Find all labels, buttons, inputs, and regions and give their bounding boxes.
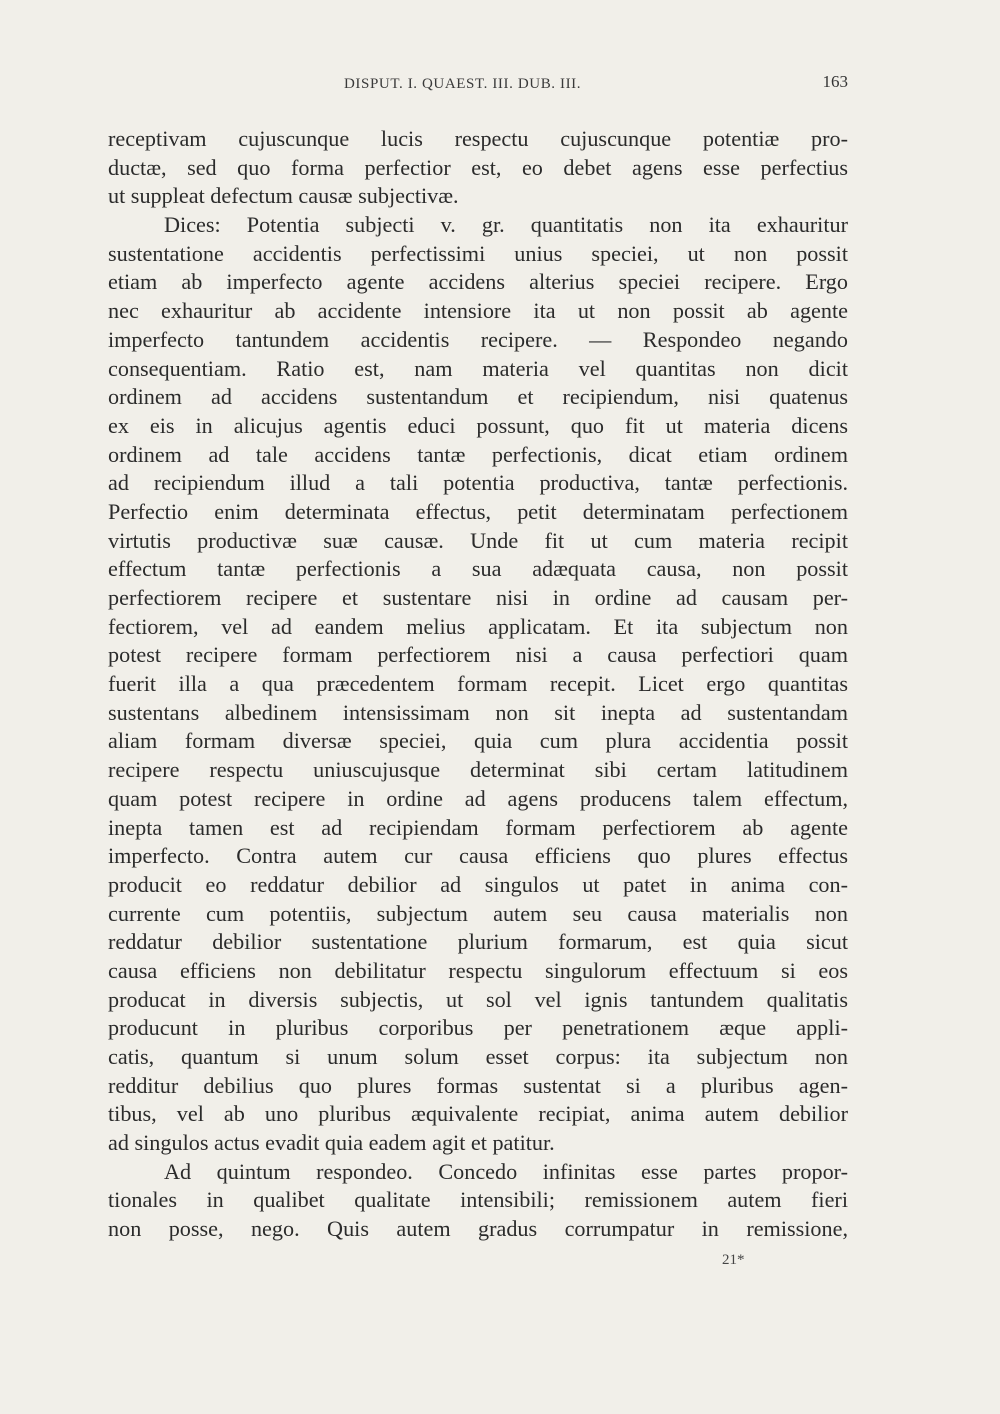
text-line: receptivam cujuscunque lucis respectu cujuscunque potentiæ pro- [108, 126, 848, 151]
text-line: Perfectio enim determinata effectus, petit determinatam perfectionem [108, 498, 848, 524]
text-line: imperfecto tantundem accidentis recipere. — Respondeo negando [108, 326, 848, 352]
text-line: effectum tantæ perfectionis a sua adæquata causa, non possit [108, 556, 848, 582]
text-line: ut suppleat defectum causæ subjectivæ. [108, 183, 459, 209]
text-line: consequentiam. Ratio est, nam materia vel quantitas non dicit [108, 355, 848, 381]
text-line: catis, quantum si unum solum esset corpus: ita subjectum non [108, 1044, 848, 1069]
text-line: producit eo reddatur debilior ad singulos ut patet in anima con- [108, 871, 848, 897]
running-header [108, 72, 848, 102]
text-line: ex eis in alicujus agentis educi possunt, quo fit ut materia dicens [108, 412, 848, 438]
text-line: potest recipere formam perfectiorem nisi a causa perfectiori quam [108, 642, 848, 668]
text-line: aliam formam diversæ speciei, quia cum plura accidentia possit [108, 728, 848, 754]
text-line: etiam ab imperfecto agente accidens alterius speciei recipere. Ergo [108, 269, 848, 295]
text-line: ordinem ad accidens sustentandum et recipiendum, nisi quatenus [108, 384, 848, 410]
text-line: fectiorem, vel ad eandem melius applicatam. Et ita subjectum non [108, 613, 848, 639]
header-title: DISPUT. I. QUAEST. III. DUB. III. [344, 76, 582, 92]
text-line: causa efficiens non debilitatur respectu singulorum effectuum si eos [108, 957, 848, 983]
text-line: inepta tamen est ad recipiendam formam perfectiorem ab agente [108, 814, 848, 840]
text-line: redditur debilius quo plures formas sustentat si a pluribus agen- [108, 1072, 848, 1098]
text-line: ad recipiendum illud a tali potentia productiva, tantæ perfectionis. [108, 470, 848, 496]
text-line: sustentatione accidentis perfectissimi unius speciei, ut non possit [108, 240, 848, 266]
body-text [108, 125, 848, 1244]
text-line: imperfecto. Contra autem cur causa efficiens quo plures effectus [108, 843, 848, 869]
text-line: nec exhauritur ab accidente intensiore ita ut non possit ab agente [108, 298, 848, 324]
text-line: quam potest recipere in ordine ad agens producens talem effectum, [108, 785, 848, 811]
text-line: virtutis productivæ suæ causæ. Unde fit ut cum materia recipit [108, 527, 848, 553]
text-line: ductæ, sed quo forma perfectior est, eo debet agens esse perfectius [108, 154, 848, 180]
text-line: reddatur debilior sustentatione plurium formarum, est quia sicut [108, 929, 848, 955]
text-line: fuerit illa a qua præcedentem formam recepit. Licet ergo quantitas [108, 671, 848, 697]
text-line: currente cum potentiis, subjectum autem seu causa materialis non [108, 900, 848, 926]
text-line: tionales in qualibet qualitate intensibili; remissionem autem fieri [108, 1187, 848, 1213]
text-line: perfectiorem recipere et sustentare nisi in ordine ad causam per- [108, 585, 848, 610]
text-line: ad singulos actus evadit quia eadem agit et patitur. [108, 1130, 555, 1156]
text-line: Dices: Potentia subjecti v. gr. quantitatis non ita exhauritur [164, 212, 848, 238]
text-line: Ad quintum respondeo. Concedo infinitas esse partes propor- [164, 1158, 848, 1184]
signature-mark: 21* [722, 1252, 745, 1268]
text-line: tibus, vel ab uno pluribus æquivalente recipiat, anima autem debilior [108, 1101, 848, 1127]
text-line: producat in diversis subjectis, ut sol vel ignis tantundem qualitatis [108, 986, 848, 1012]
text-line: ordinem ad tale accidens tantæ perfectionis, dicat etiam ordinem [108, 441, 848, 467]
text-line: recipere respectu uniuscujusque determinat sibi certam latitudinem [108, 757, 848, 783]
text-line: producunt in pluribus corporibus per penetrationem æque appli- [108, 1015, 848, 1041]
text-line: sustentans albedinem intensissimam non sit inepta ad sustentandam [108, 699, 848, 725]
page-number: 163 [822, 72, 848, 91]
text-line: non posse, nego. Quis autem gradus corrumpatur in remissione, [108, 1216, 848, 1242]
